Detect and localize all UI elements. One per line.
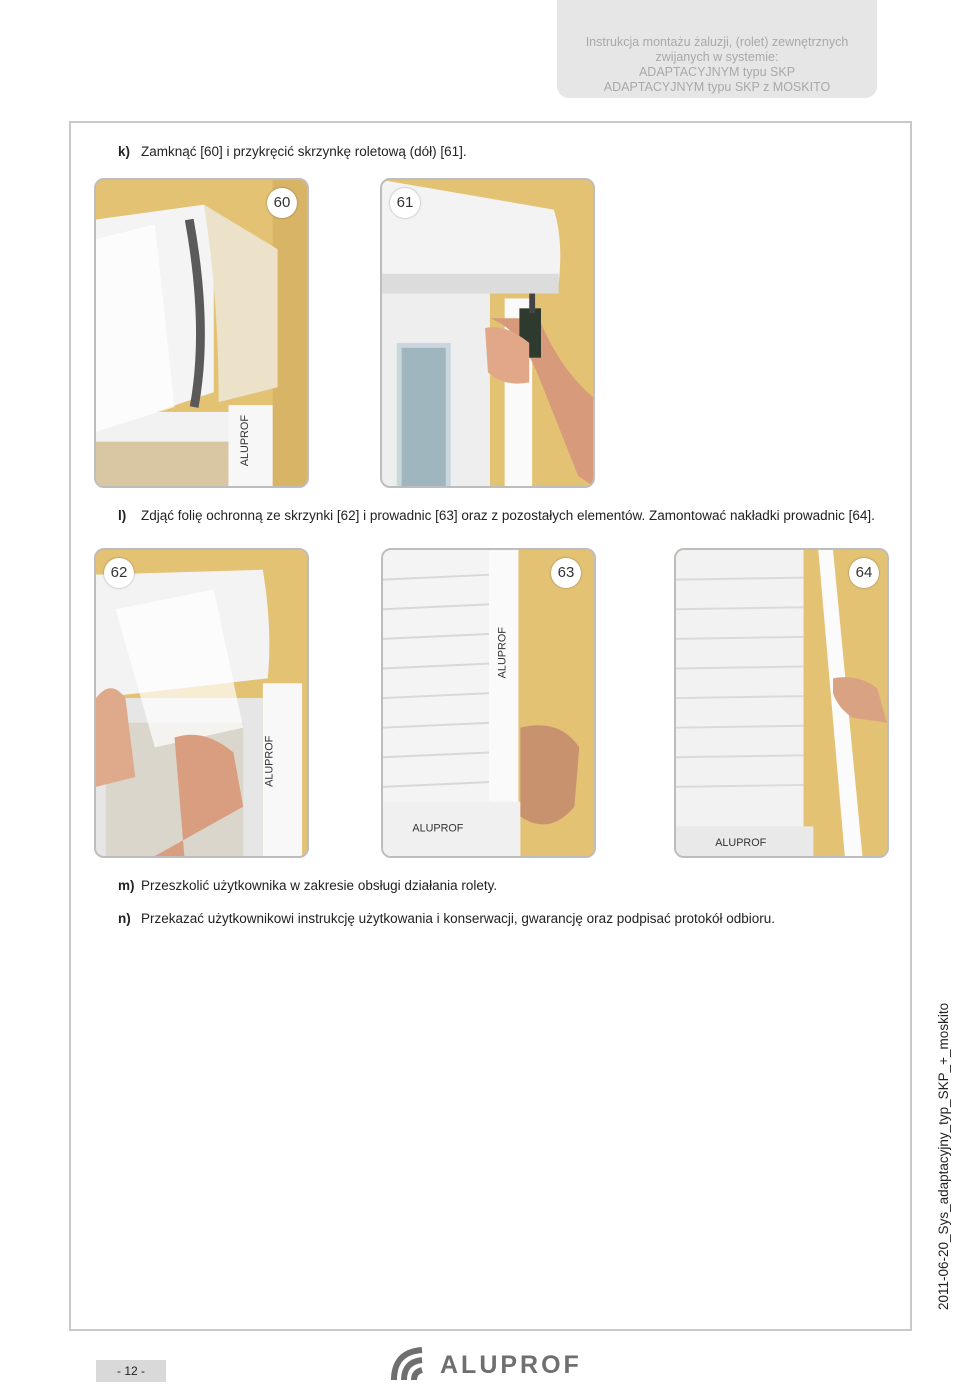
step-m-text: Przeszkolić użytkownika w zakresie obsługi działania rolety.: [141, 878, 498, 893]
header-line-3: ADAPTACYJNYM typu SKP: [638, 65, 796, 79]
header-line-1: Instrukcja montażu żaluzji, (rolet) zewnętrznych: [585, 35, 849, 49]
step-n: [118, 911, 775, 926]
header-line-2: zwijanych w systemie:: [655, 50, 779, 64]
removing-foil-box-photo-icon: [96, 550, 307, 856]
step-k-letter: k): [118, 144, 131, 159]
photo-63: [381, 548, 596, 858]
step-n-letter: n): [118, 911, 131, 926]
aluprof-logo: [390, 1345, 582, 1385]
svg-text:ALUPROF: ALUPROF: [412, 822, 464, 835]
document-header: [557, 0, 877, 98]
photo-63-label: 63: [551, 558, 581, 588]
screwing-box-photo-icon: [382, 180, 593, 486]
photo-60-label: 60: [267, 188, 297, 218]
step-k-text: Zamknąć [60] i przykręcić skrzynkę roletową (dół) [61].: [141, 144, 467, 159]
svg-text:ALUPROF: ALUPROF: [263, 735, 276, 787]
step-m: [118, 878, 497, 893]
photo-61-label: 61: [390, 188, 420, 218]
logo-text: ALUPROF: [440, 1350, 582, 1379]
photo-64-label: 64: [849, 558, 879, 588]
roller-box-closing-photo-icon: [96, 180, 307, 486]
header-line-4: ADAPTACYJNYM typu SKP z MOSKITO: [603, 80, 831, 94]
photo-61: [380, 178, 595, 488]
document-code: 2011-06-20_Sys_adaptacyjny_typ_SKP_+_moskito: [936, 1002, 951, 1310]
photo-60: [94, 178, 309, 488]
photo-62-label: 62: [104, 558, 134, 588]
step-l-letter: l): [118, 508, 127, 523]
step-n-text: Przekazać użytkownikowi instrukcję użytkowania i konserwacji, gwarancję oraz podpisać protokół odbioru.: [141, 911, 776, 926]
svg-text:ALUPROF: ALUPROF: [715, 837, 767, 850]
guide-cap-mounting-photo-icon: [676, 550, 887, 856]
step-l: [118, 508, 875, 523]
photo-64: [674, 548, 889, 858]
step-m-letter: m): [118, 878, 135, 893]
svg-text:ALUPROF: ALUPROF: [239, 415, 252, 467]
step-l-text: Zdjąć folię ochronną ze skrzynki [62] i prowadnic [63] oraz z pozostałych elementów. Zamontować nakładki prowadnic [64].: [141, 508, 875, 523]
page-number: - 12 -: [96, 1360, 166, 1382]
step-k: [118, 144, 467, 159]
photo-62: [94, 548, 309, 858]
removing-foil-guide-photo-icon: [383, 550, 594, 856]
aluprof-logo-icon: [390, 1346, 432, 1384]
svg-text:ALUPROF: ALUPROF: [496, 627, 509, 679]
